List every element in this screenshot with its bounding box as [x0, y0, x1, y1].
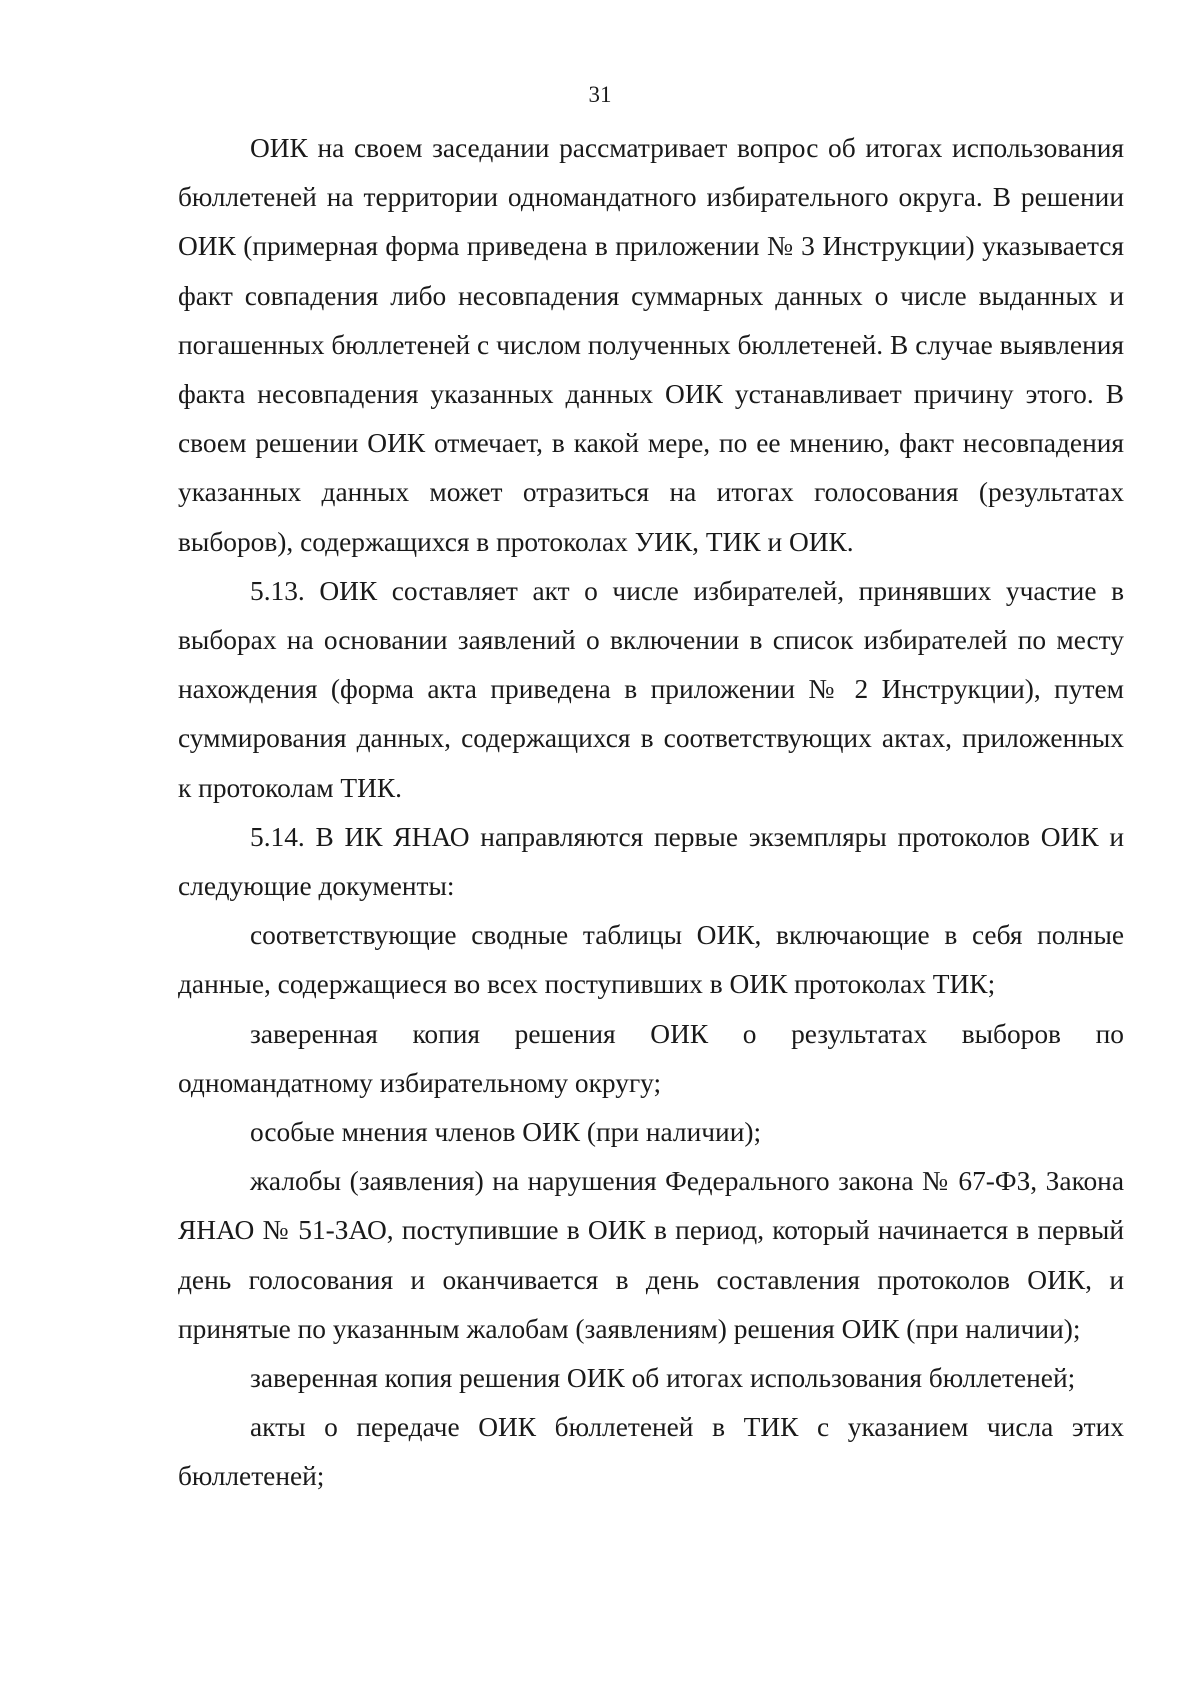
document-body	[178, 124, 1124, 1502]
paragraph-5-14: 5.14. В ИК ЯНАО направляются первые экземпляры протоколов ОИК и следующие документы:	[178, 821, 1124, 902]
list-item-summary-tables: соответствующие сводные таблицы ОИК, включающие в себя полные данные, содержащиеся во всех поступивших в ОИК протоколах ТИК;	[178, 920, 1124, 1000]
list-item-transfer-acts: акты о передаче ОИК бюллетеней в ТИК с указанием числа этих бюллетеней;	[178, 1412, 1124, 1492]
paragraph-5-13: 5.13. ОИК составляет акт о числе избирателей, принявших участие в выборах на основании заявлений о включении в список избирателей по месту нахождения (форма акта приведена в приложении № 2 Инструкции), путем суммирования данных, содержащихся в соответствующих актах, приложенных к протоколам ТИК.	[178, 575, 1124, 803]
list-item-decision-copy: заверенная копия решения ОИК о результатах выборов по одномандатному избирательному округу;	[178, 1018, 1124, 1098]
list-item-ballot-usage-decision: заверенная копия решения ОИК об итогах использования бюллетеней;	[250, 1363, 1076, 1394]
list-item-special-opinions: особые мнения членов ОИК (при наличии);	[250, 1117, 762, 1148]
page-number: 31	[588, 82, 612, 107]
list-item-complaints: жалобы (заявления) на нарушения Федерального закона № 67-ФЗ, Закона ЯНАО № 51-ЗАО, поступившие в ОИК в период, который начинается в первый день голосования и оканчивается в день составления протоколов ОИК, и принятые по указанным жалобам (заявлениям) решения ОИК (при наличии);	[178, 1166, 1124, 1344]
paragraph-oik-ballot-review: ОИК на своем заседании рассматривает вопрос об итогах использования бюллетеней на территории одномандатного избирательного округа. В решении ОИК (примерная форма приведена в приложении № 3 Инструкции) указывается факт совпадения либо несовпадения суммарных данных о числе выданных и погашенных бюллетеней с числом полученных бюллетеней. В случае выявления факта несовпадения указанных данных ОИК устанавливает причину этого. В своем решении ОИК отмечает, в какой мере, по ее мнению, факт несовпадения указанных данных может отразиться на итогах голосования (результатах выборов), содержащихся в протоколах УИК, ТИК и ОИК.	[178, 133, 1124, 557]
